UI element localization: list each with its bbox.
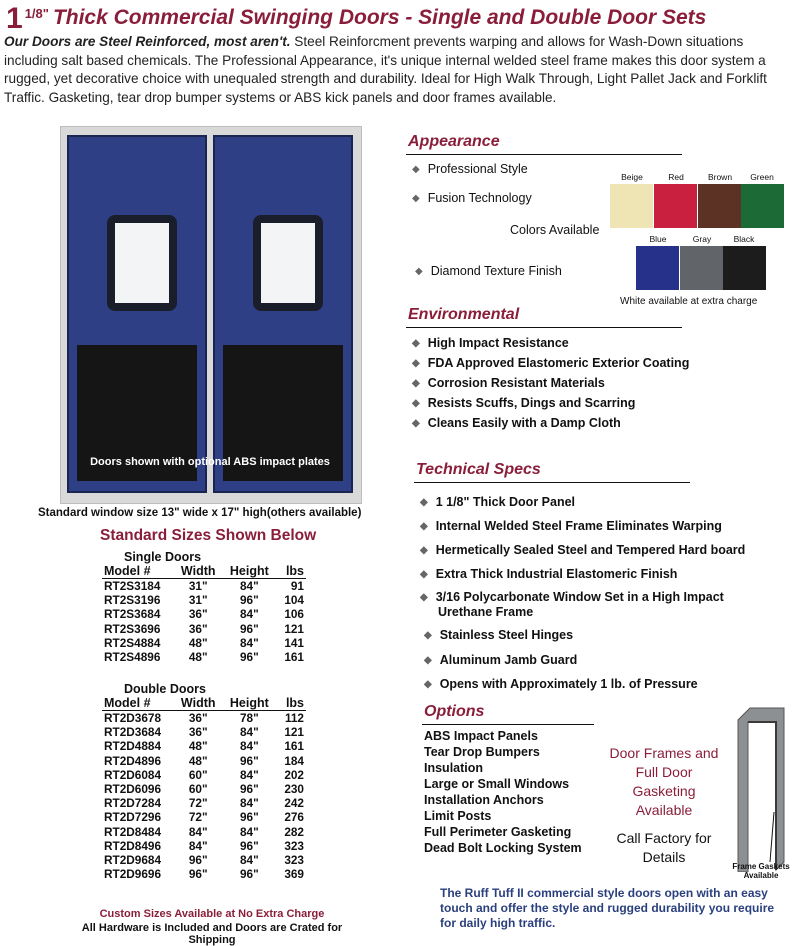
cell-width: 48" — [188, 635, 208, 650]
cell-height: 96" — [239, 810, 259, 825]
col-model: Model # — [102, 564, 174, 579]
cell-height: 84" — [239, 824, 259, 839]
table-row — [102, 810, 306, 824]
bullet-icon: ◆ — [412, 164, 420, 175]
cell-model: RT2D3678 — [104, 711, 162, 725]
option-item: Tear Drop Bumpers — [424, 745, 540, 759]
technical-rule — [414, 482, 690, 483]
table-header-row — [102, 564, 306, 579]
cell-lbs: 323 — [284, 838, 304, 853]
cell-width: 48" — [188, 650, 208, 665]
bullet-icon: ◆ — [412, 398, 420, 409]
swatch-label-green: Green — [750, 172, 774, 182]
cell-width: 31" — [188, 579, 208, 593]
call-factory-note: Call Factory for Details — [616, 830, 712, 865]
cell-model: RT2D7296 — [104, 810, 162, 825]
cell-model: RT2D6084 — [104, 767, 162, 782]
cell-height: 78" — [239, 711, 259, 725]
cell-height: 84" — [239, 725, 259, 740]
table-row — [102, 796, 306, 810]
cell-height: 84" — [239, 796, 259, 811]
cell-model: RT2S4884 — [104, 635, 161, 650]
table-row — [102, 725, 306, 739]
swatch-green — [741, 184, 784, 228]
single-doors-table — [102, 550, 306, 664]
environmental-item — [412, 336, 569, 350]
bullet-icon: ◆ — [420, 592, 428, 603]
cell-model: RT2D4884 — [104, 739, 162, 754]
cell-width: 60" — [188, 767, 208, 782]
option-item: Full Perimeter Gasketing — [424, 825, 572, 839]
cell-lbs: 276 — [284, 810, 304, 825]
technical-item — [424, 677, 698, 691]
swatch-label-red: Red — [668, 172, 684, 182]
cell-width: 48" — [188, 753, 208, 768]
ruff-tuff-note: The Ruff Tuff II commercial style doors open with an easy touch and offer the style and rugged durability you require for daily high traffic. — [440, 886, 775, 930]
right-door — [213, 135, 353, 493]
cell-model: RT2D4896 — [104, 753, 162, 768]
cell-lbs: 369 — [284, 867, 304, 882]
cell-lbs: 106 — [284, 607, 304, 622]
table-row — [102, 636, 306, 650]
appearance-heading: Appearance — [408, 133, 500, 150]
cell-height: 84" — [239, 853, 259, 868]
swatch-black — [723, 246, 766, 290]
technical-item — [424, 653, 577, 667]
technical-item-label: Hermetically Sealed Steel and Tempered Hard board — [435, 543, 746, 557]
technical-item — [420, 567, 677, 581]
appearance-item — [415, 264, 562, 278]
cell-lbs: 230 — [284, 782, 304, 797]
door-frame-illustration — [734, 702, 788, 872]
environmental-item-label: High Impact Resistance — [427, 336, 569, 350]
cell-height: 96" — [239, 593, 259, 608]
bullet-icon: ◆ — [420, 545, 428, 556]
cell-width: 31" — [188, 593, 208, 608]
cell-model: RT2S3696 — [104, 621, 161, 636]
environmental-item-label: Resists Scuffs, Dings and Scarring — [427, 396, 636, 410]
hardware-note: All Hardware is Included and Doors are Crated for Shipping — [81, 922, 343, 946]
bullet-icon: ◆ — [424, 679, 432, 690]
table-row — [102, 825, 306, 839]
col-width: Width — [174, 564, 222, 579]
swatch-label-blue: Blue — [649, 234, 667, 244]
bullet-icon: ◆ — [412, 193, 420, 204]
col-lbs: lbs — [276, 564, 306, 579]
cell-lbs: 161 — [284, 650, 304, 665]
cell-model: RT2D8496 — [104, 838, 162, 853]
cell-height: 84" — [239, 607, 259, 622]
cell-model: RT2S3196 — [104, 593, 161, 608]
cell-height: 84" — [239, 579, 259, 593]
cell-model: RT2S3184 — [104, 579, 161, 593]
cell-model: RT2D9684 — [104, 853, 162, 868]
swatch-label-beige: Beige — [621, 172, 643, 182]
col-lbs: lbs — [276, 696, 306, 711]
bullet-icon: ◆ — [420, 497, 428, 508]
title-text: Thick Commercial Swinging Doors - Single and Double Door Sets — [52, 6, 707, 29]
technical-item-label: 1 1/8" Thick Door Panel — [435, 495, 576, 509]
cell-height: 96" — [239, 621, 259, 636]
cell-model: RT2D9696 — [104, 867, 162, 882]
table-row — [102, 650, 306, 664]
option-item: ABS Impact Panels — [424, 729, 538, 743]
frame-gaskets-label: Frame Gaskets Available — [732, 862, 790, 880]
table-row — [102, 768, 306, 782]
cell-height: 84" — [239, 767, 259, 782]
cell-lbs: 104 — [284, 593, 304, 608]
cell-lbs: 242 — [284, 796, 304, 811]
swatch-beige — [610, 184, 653, 228]
bullet-icon: ◆ — [420, 569, 428, 580]
swatch-blue — [636, 246, 679, 290]
double-doors-title: Double Doors — [124, 682, 206, 696]
technical-item-label: 3/16 Polycarbonate Window Set in a High Impact — [435, 590, 724, 604]
technical-item — [420, 519, 722, 533]
appearance-rule — [406, 154, 682, 155]
cell-lbs: 282 — [284, 824, 304, 839]
environmental-item-label: Cleans Easily with a Damp Cloth — [427, 416, 621, 430]
sizes-heading: Standard Sizes Shown Below — [100, 527, 317, 544]
technical-heading: Technical Specs — [416, 461, 541, 478]
cell-lbs: 161 — [284, 739, 304, 754]
table-row — [102, 782, 306, 796]
cell-height: 96" — [239, 867, 259, 882]
cell-width: 36" — [188, 621, 208, 636]
double-doors-table — [102, 682, 306, 881]
cell-width: 48" — [188, 739, 208, 754]
cell-model: RT2D3684 — [104, 725, 162, 740]
cell-width: 84" — [188, 838, 208, 853]
bullet-icon: ◆ — [415, 266, 423, 277]
table-row — [102, 853, 306, 867]
table-row — [102, 739, 306, 753]
option-item: Large or Small Windows — [424, 777, 570, 791]
cell-height: 84" — [239, 635, 259, 650]
cell-height: 96" — [239, 782, 259, 797]
swatch-label-black: Black — [733, 234, 755, 244]
bullet-icon: ◆ — [424, 655, 432, 666]
environmental-item — [412, 416, 621, 430]
white-note: White available at extra charge — [620, 296, 758, 307]
cell-height: 96" — [239, 753, 259, 768]
bullet-icon: ◆ — [412, 418, 420, 429]
options-rule — [422, 724, 594, 725]
swatch-brown — [698, 184, 741, 228]
cell-lbs: 184 — [284, 753, 304, 768]
cell-model: RT2S4896 — [104, 650, 161, 665]
bullet-icon: ◆ — [412, 338, 420, 349]
cell-model: RT2D8484 — [104, 824, 162, 839]
swatch-label-gray: Gray — [692, 234, 712, 244]
door-window — [107, 215, 177, 311]
cell-height: 96" — [239, 838, 259, 853]
title-number: 1 — [6, 2, 23, 35]
single-doors-title: Single Doors — [124, 550, 202, 564]
table-header-row — [102, 696, 306, 711]
col-height: Height — [222, 564, 276, 579]
option-item: Dead Bolt Locking System — [424, 841, 582, 855]
intro-paragraph — [4, 33, 796, 107]
technical-item-label: Opens with Approximately 1 lb. of Pressure — [439, 677, 698, 691]
table-row — [102, 593, 306, 607]
environmental-heading: Environmental — [408, 306, 520, 323]
cell-width: 72" — [188, 796, 208, 811]
swatch-gray — [680, 246, 723, 290]
col-width: Width — [174, 696, 222, 711]
cell-lbs: 121 — [284, 725, 304, 740]
cell-width: 36" — [188, 725, 208, 740]
cell-model: RT2D7284 — [104, 796, 162, 811]
cell-width: 96" — [188, 867, 208, 882]
bullet-icon: ◆ — [412, 358, 420, 369]
left-door — [67, 135, 207, 493]
appearance-item-label: Diamond Texture Finish — [430, 264, 562, 278]
col-model: Model # — [102, 696, 174, 711]
technical-item-label: Aluminum Jamb Guard — [439, 653, 578, 667]
bullet-icon: ◆ — [424, 630, 432, 641]
environmental-item — [412, 376, 605, 390]
technical-item — [424, 628, 573, 642]
technical-item-label: Urethane Frame — [438, 605, 534, 619]
cell-lbs: 112 — [284, 711, 304, 725]
table-row — [102, 711, 306, 726]
environmental-item — [412, 396, 635, 410]
door-window — [253, 215, 323, 311]
cell-width: 96" — [188, 853, 208, 868]
technical-item-cont — [438, 605, 533, 619]
table-row — [102, 622, 306, 636]
swatch-red — [654, 184, 697, 228]
window-size-note: Standard window size 13" wide x 17" high(others available) — [38, 507, 362, 519]
table-row — [102, 867, 306, 881]
colors-label-text: Colors Available — [510, 223, 600, 237]
option-item: Insulation — [424, 761, 484, 775]
environmental-item-label: Corrosion Resistant Materials — [427, 376, 605, 390]
cell-width: 36" — [188, 711, 208, 725]
page-title — [6, 2, 706, 36]
environmental-item — [412, 356, 689, 370]
cell-width: 36" — [188, 607, 208, 622]
option-item: Limit Posts — [424, 809, 492, 823]
bullet-icon: ◆ — [420, 521, 428, 532]
appearance-item-label: Professional Style — [427, 162, 528, 176]
table-row — [102, 607, 306, 621]
door-photo — [60, 126, 362, 504]
technical-item-label: Stainless Steel Hinges — [439, 628, 574, 642]
options-heading: Options — [424, 703, 485, 720]
technical-item-label: Extra Thick Industrial Elastomeric Finish — [435, 567, 678, 581]
col-height: Height — [222, 696, 276, 711]
environmental-item-label: FDA Approved Elastomeric Exterior Coating — [427, 356, 690, 370]
cell-width: 60" — [188, 782, 208, 797]
colors-label — [510, 223, 599, 237]
table-row — [102, 579, 306, 594]
technical-item-label: Internal Welded Steel Frame Eliminates Warping — [435, 519, 722, 533]
cell-height: 96" — [239, 650, 259, 665]
custom-sizes-note: Custom Sizes Available at No Extra Charge — [99, 908, 325, 920]
appearance-item — [412, 162, 528, 176]
cell-lbs: 121 — [284, 621, 304, 636]
technical-item — [420, 495, 575, 509]
intro-bold: Our Doors are Steel Reinforced, most aren't. — [4, 34, 291, 49]
appearance-item-label: Fusion Technology — [427, 191, 532, 205]
options-list — [424, 728, 582, 856]
intro-text: Steel Reinforcment prevents warping and allows for Wash-Down situations including salt based chemicals. The Professional Appearance, it's unique internal welded steel frame makes this door system a rugged, yet decorative choice with unequaled strength and durability. Ideal for High Walk Through, Light Pallet Jack and Forklift Traffic. Gasketing, tear drop bumper systems or ABS kick panels and door frames available. — [4, 34, 767, 105]
bullet-icon: ◆ — [412, 378, 420, 389]
environmental-rule — [406, 327, 682, 328]
cell-width: 84" — [188, 824, 208, 839]
table-row — [102, 839, 306, 853]
photo-caption: Doors shown with optional ABS impact plates — [90, 456, 330, 468]
option-item: Installation Anchors — [424, 793, 544, 807]
technical-item — [420, 590, 724, 604]
appearance-item — [412, 191, 532, 205]
cell-lbs: 91 — [290, 579, 304, 593]
cell-model: RT2S3684 — [104, 607, 161, 622]
cell-lbs: 202 — [284, 767, 304, 782]
cell-width: 72" — [188, 810, 208, 825]
technical-item — [420, 543, 745, 557]
cell-lbs: 323 — [284, 853, 304, 868]
cell-lbs: 141 — [284, 635, 304, 650]
door-frames-note: Door Frames and Full Door Gasketing Available — [609, 745, 719, 818]
swatch-label-brown: Brown — [707, 172, 733, 182]
cell-model: RT2D6096 — [104, 782, 162, 797]
cell-height: 84" — [239, 739, 259, 754]
title-fraction: 1/8" — [24, 6, 49, 21]
table-row — [102, 754, 306, 768]
